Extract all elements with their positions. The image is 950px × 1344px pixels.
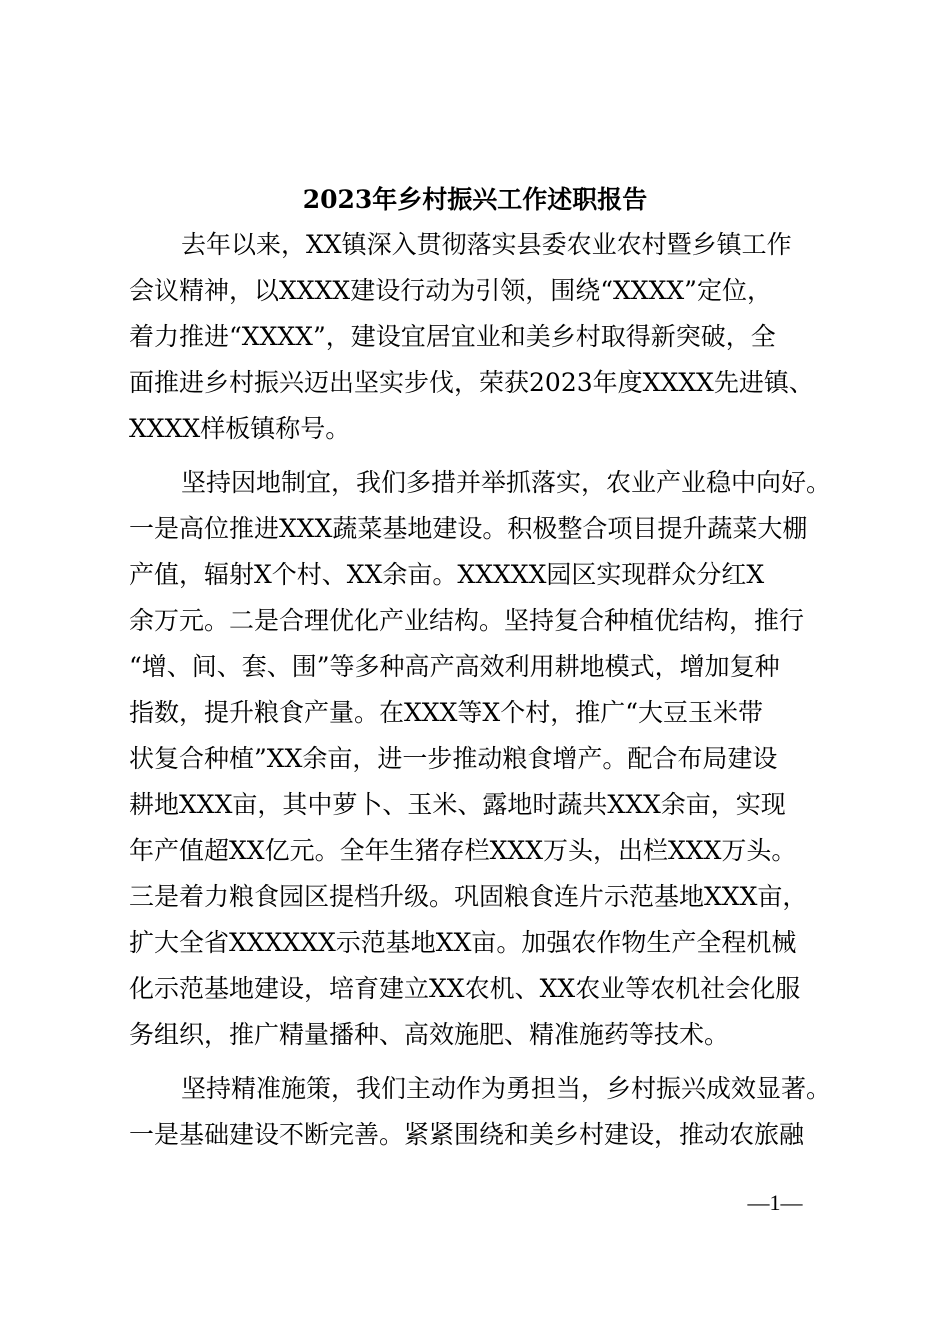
text-line: 坚持因地制宜，我们多措并举抓落实，农业产业稳中向好。 bbox=[181, 468, 832, 497]
document-title: 2023年乡村振兴工作述职报告 bbox=[302, 185, 648, 214]
text-line: 着力推进“XXXX”，建设宜居宜业和美乡村取得新突破，全 bbox=[129, 322, 776, 351]
text-line: 坚持精准施策，我们主动作为勇担当，乡村振兴成效显著。 bbox=[181, 1074, 832, 1103]
text-line: 一是基础建设不断完善。紧紧围绕和美乡村建设，推动农旅融 bbox=[129, 1120, 805, 1149]
page-number: —1— bbox=[747, 1190, 803, 1215]
paragraph-agriculture bbox=[129, 460, 833, 1058]
text-line: 务组织，推广精量播种、高效施肥、精准施药等技术。 bbox=[129, 1020, 730, 1049]
paragraph-gap bbox=[129, 1058, 833, 1066]
text-line: 指数，提升粮食产量。在XXX等X个村，推广“大豆玉米带 bbox=[129, 698, 763, 727]
text-line: 扩大全省XXXXXX示范基地XX亩。加强农作物生产全程机械 bbox=[129, 928, 797, 957]
text-line: 化示范基地建设，培育建立XX农机、XX农业等农机社会化服 bbox=[129, 974, 801, 1003]
paragraph-policy bbox=[129, 1066, 833, 1158]
document-body bbox=[129, 222, 833, 1158]
text-line: “增、间、套、围”等多种高产高效利用耕地模式，增加复种 bbox=[129, 652, 780, 681]
text-line: 一是高位推进XXX蔬菜基地建设。积极整合项目提升蔬菜大棚 bbox=[129, 514, 808, 543]
text-line: 面推进乡村振兴迈出坚实步伐，荣获2023年度XXXX先进镇、 bbox=[129, 368, 814, 397]
paragraph-intro bbox=[129, 222, 833, 452]
text-line: 产值，辐射X个村、XX余亩。XXXXX园区实现群众分红X bbox=[129, 560, 765, 589]
text-line: 三是着力粮食园区提档升级。巩固粮食连片示范基地XXX亩， bbox=[129, 882, 808, 911]
text-line: 去年以来，XX镇深入贯彻落实县委农业农村暨乡镇工作 bbox=[181, 230, 792, 259]
text-line: 状复合种植”XX余亩，进一步推动粮食增产。配合布局建设 bbox=[129, 744, 778, 773]
text-line: 年产值超XX亿元。全年生猪存栏XXX万头，出栏XXX万头。 bbox=[129, 836, 797, 865]
text-line: 余万元。二是合理优化产业结构。坚持复合种植优结构，推行 bbox=[129, 606, 805, 635]
paragraph-gap bbox=[129, 452, 833, 460]
text-line: 耕地XXX亩，其中萝卜、玉米、露地时蔬共XXX余亩，实现 bbox=[129, 790, 786, 819]
text-line: XXXX样板镇称号。 bbox=[129, 414, 351, 443]
text-line: 会议精神，以XXXX建设行动为引领，围绕“XXXX”定位， bbox=[129, 276, 772, 305]
